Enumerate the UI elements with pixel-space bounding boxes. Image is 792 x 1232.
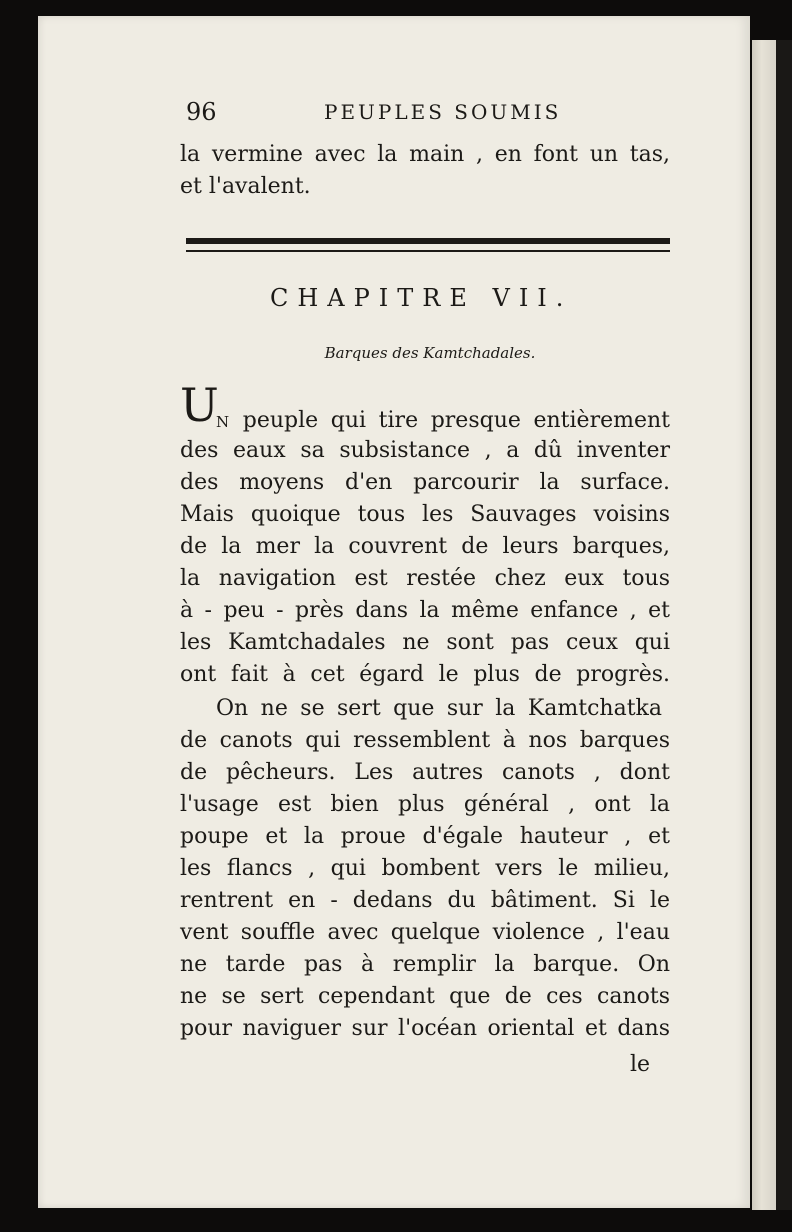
paragraph-2-line-4: l'usage est bien plus général , ont la xyxy=(180,792,670,817)
small-caps-letter: N xyxy=(216,413,231,431)
paragraph-1-line-4: Mais quoique tous les Sauvages voisins xyxy=(180,502,670,527)
paragraph-2-line-1: On ne se sert que sur la Kamtchatka xyxy=(216,696,662,721)
paragraph-2-line-2: de canots qui ressemblent à nos barques xyxy=(180,728,670,753)
first-line-text: peuple qui tire presque entièrement xyxy=(242,408,671,433)
paragraph-2-line-6: les flancs , qui bombent vers le milieu, xyxy=(180,856,670,881)
paragraph-1-line-8: les Kamtchadales ne sont pas ceux qui xyxy=(180,630,670,655)
paragraph-2-line-11: pour naviguer sur l'océan oriental et dans xyxy=(180,1016,670,1041)
continuation-line-1: la vermine avec la main , en font un tas, xyxy=(180,142,670,167)
chapter-subtitle: Barques des Kamtchadales. xyxy=(324,344,536,362)
continuation-line-2: et l'avalent. xyxy=(180,174,311,199)
paragraph-1-line-1 xyxy=(216,406,670,437)
paragraph-1-line-3: des moyens d'en parcourir la surface. xyxy=(180,470,670,495)
running-head: PEUPLES SOUMIS xyxy=(324,100,562,124)
paragraph-1-line-9: ont fait à cet égard le plus de progrès. xyxy=(180,662,670,687)
paragraph-2-line-3: de pêcheurs. Les autres canots , dont xyxy=(180,760,670,785)
next-page-edge xyxy=(752,40,776,1210)
page-gutter-shadow xyxy=(776,40,792,1210)
paragraph-1-line-5: de la mer la couvrent de leurs barques, xyxy=(180,534,670,559)
chapter-title: CHAPITRE VII. xyxy=(270,284,573,312)
paragraph-1-line-6: la navigation est restée chez eux tous xyxy=(180,566,670,591)
page-number: 96 xyxy=(186,98,217,126)
section-rule-thin xyxy=(186,250,670,252)
paragraph-1-line-2: des eaux sa subsistance , a dû inventer xyxy=(180,438,670,463)
paragraph-2-line-9: ne tarde pas à remplir la barque. On xyxy=(180,952,670,977)
paragraph-2-line-7: rentrent en - dedans du bâtiment. Si le xyxy=(180,888,670,913)
drop-cap: U xyxy=(180,378,219,432)
section-rule-thick xyxy=(186,238,670,244)
paragraph-2-line-10: ne se sert cependant que de ces canots xyxy=(180,984,670,1009)
catchword: le xyxy=(630,1052,651,1077)
paragraph-2-line-5: poupe et la proue d'égale hauteur , et xyxy=(180,824,670,849)
paragraph-1-line-7: à - peu - près dans la même enfance , et xyxy=(180,598,670,623)
paragraph-2-line-8: vent souffle avec quelque violence , l'eau xyxy=(180,920,670,945)
